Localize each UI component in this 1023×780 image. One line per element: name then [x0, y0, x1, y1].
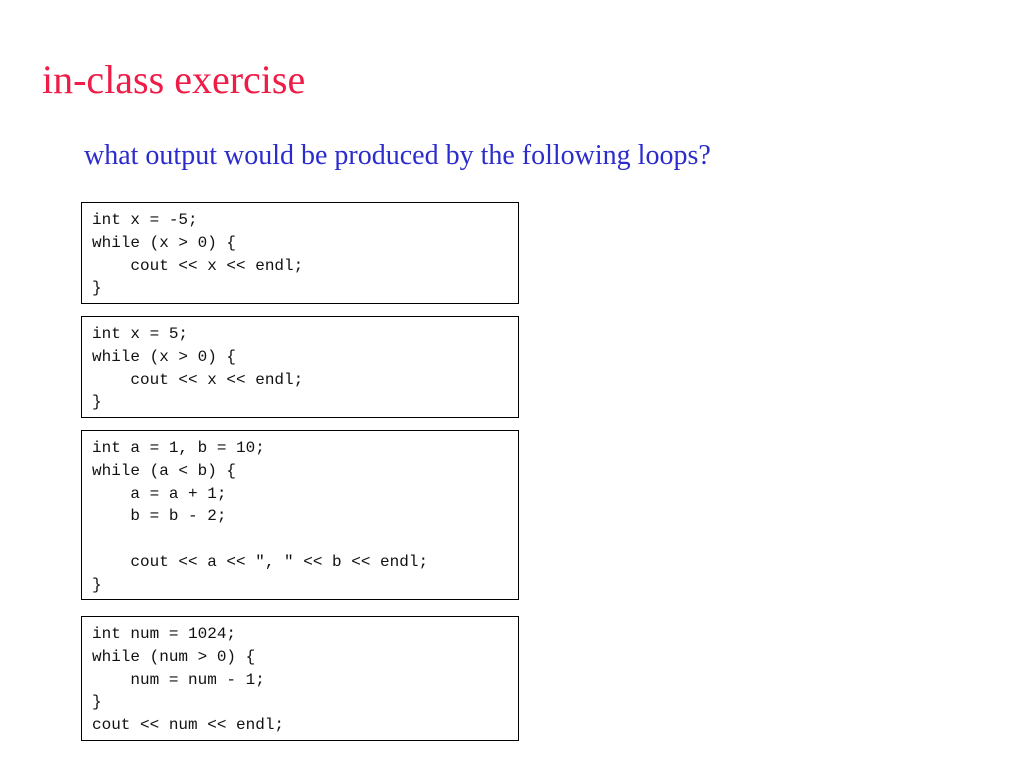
code-box-4: [81, 616, 519, 741]
code-line: while (x > 0) {: [92, 233, 237, 252]
code-line: num = num - 1;: [92, 670, 265, 689]
code-line: b = b - 2;: [92, 507, 227, 526]
code-line: }: [92, 393, 102, 412]
exercise-prompt: what output would be produced by the following loops?: [84, 140, 711, 171]
code-box-1: [81, 202, 519, 304]
code-line: int x = -5;: [92, 211, 198, 229]
code-line: cout << x << endl;: [92, 370, 304, 389]
code-box-3: [81, 430, 519, 600]
slide-title: in-class exercise: [42, 57, 306, 102]
code-box-2: [81, 316, 519, 418]
code-line: cout << x << endl;: [92, 256, 304, 275]
code-line: }: [92, 575, 102, 594]
code-line: int num = 1024;: [92, 625, 237, 643]
code-line: int a = 1, b = 10;: [92, 439, 265, 457]
code-line: while (a < b) {: [92, 461, 237, 480]
code-line: int x = 5;: [92, 325, 189, 343]
code-line: cout << a << ", " << b << endl;: [92, 552, 429, 571]
code-line: while (num > 0) {: [92, 647, 256, 666]
code-line: }: [92, 693, 102, 712]
code-line-blank: [92, 528, 518, 551]
code-line: a = a + 1;: [92, 484, 227, 503]
code-line: }: [92, 279, 102, 298]
code-line: cout << num << endl;: [92, 716, 285, 735]
code-line: while (x > 0) {: [92, 347, 237, 366]
